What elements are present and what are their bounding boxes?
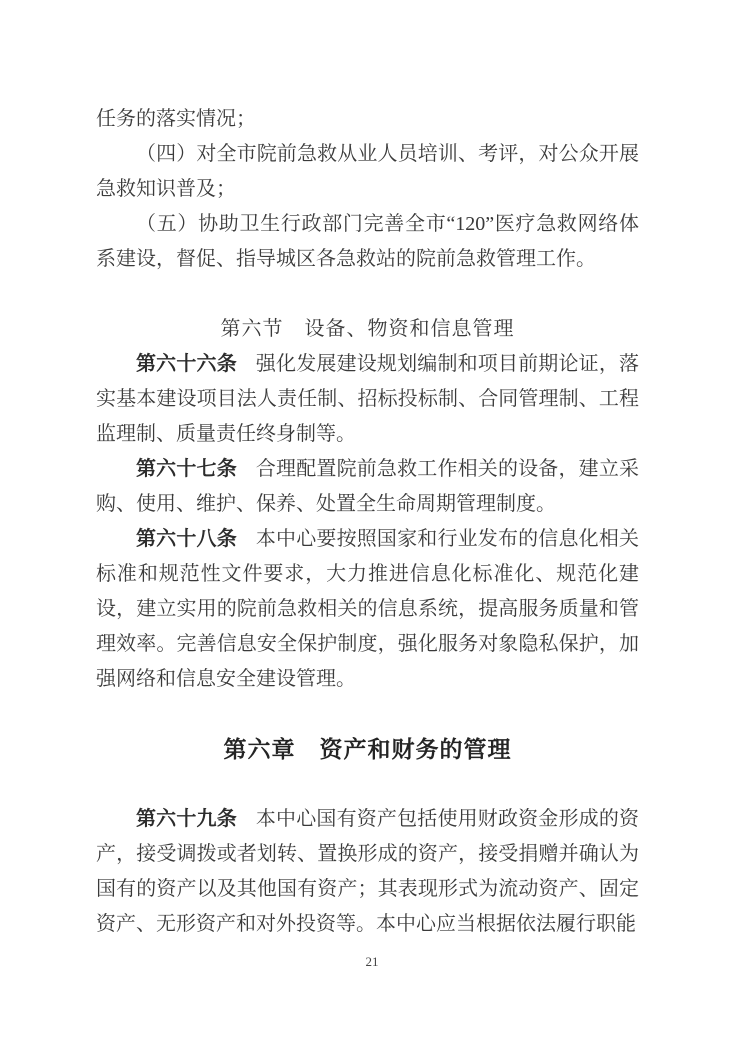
article-69-number: 第六十九条 [136,808,237,830]
clause-item-5: （五）协助卫生行政部门完善全市“120”医疗急救网络体系建设，督促、指导城区各急救站的院前急救管理工作。 [96,213,639,270]
article-67-number: 第六十七条 [136,458,237,480]
article-67 [96,452,639,522]
paragraph-continuation: 任务的落实情况； [96,108,256,130]
article-66 [96,347,639,452]
article-69 [96,802,639,942]
page-number: 21 [365,954,379,969]
chapter-heading: 第六章 资产和财务的管理 [223,736,512,762]
section-heading: 第六节 设备、物资和信息管理 [220,318,515,340]
article-68 [96,522,639,697]
clause-item-4: （四）对全市院前急救从业人员培训、考评，对公众开展急救知识普及； [96,143,639,200]
article-66-number: 第六十六条 [136,353,237,375]
article-68-text: 本中心要按照国家和行业发布的信息化相关标准和规范性文件要求，大力推进信息化标准化、规范化建设，建立实用的院前急救相关的信息系统，提高服务质量和管理效率。完善信息安全保护制度，强化服务对象隐私保护，加强网络和信息安全建设管理。 [96,528,640,690]
document-body [96,102,639,942]
article-66-text: 强化发展建设规划编制和项目前期论证，落实基本建设项目法人责任制、招标投标制、合同管理制、工程监理制、质量责任终身制等。 [96,353,640,445]
article-67-text: 合理配置院前急救工作相关的设备，建立采购、使用、维护、保养、处置全生命周期管理制度。 [96,458,640,515]
article-68-number: 第六十八条 [136,528,237,550]
article-69-text: 本中心国有资产包括使用财政资金形成的资产，接受调拨或者划转、置换形成的资产，接受捐赠并确认为国有的资产以及其他国有资产；其表现形式为流动资产、固定资产、无形资产和对外投资等。本中心应当根据依法履行职能 [96,808,640,935]
